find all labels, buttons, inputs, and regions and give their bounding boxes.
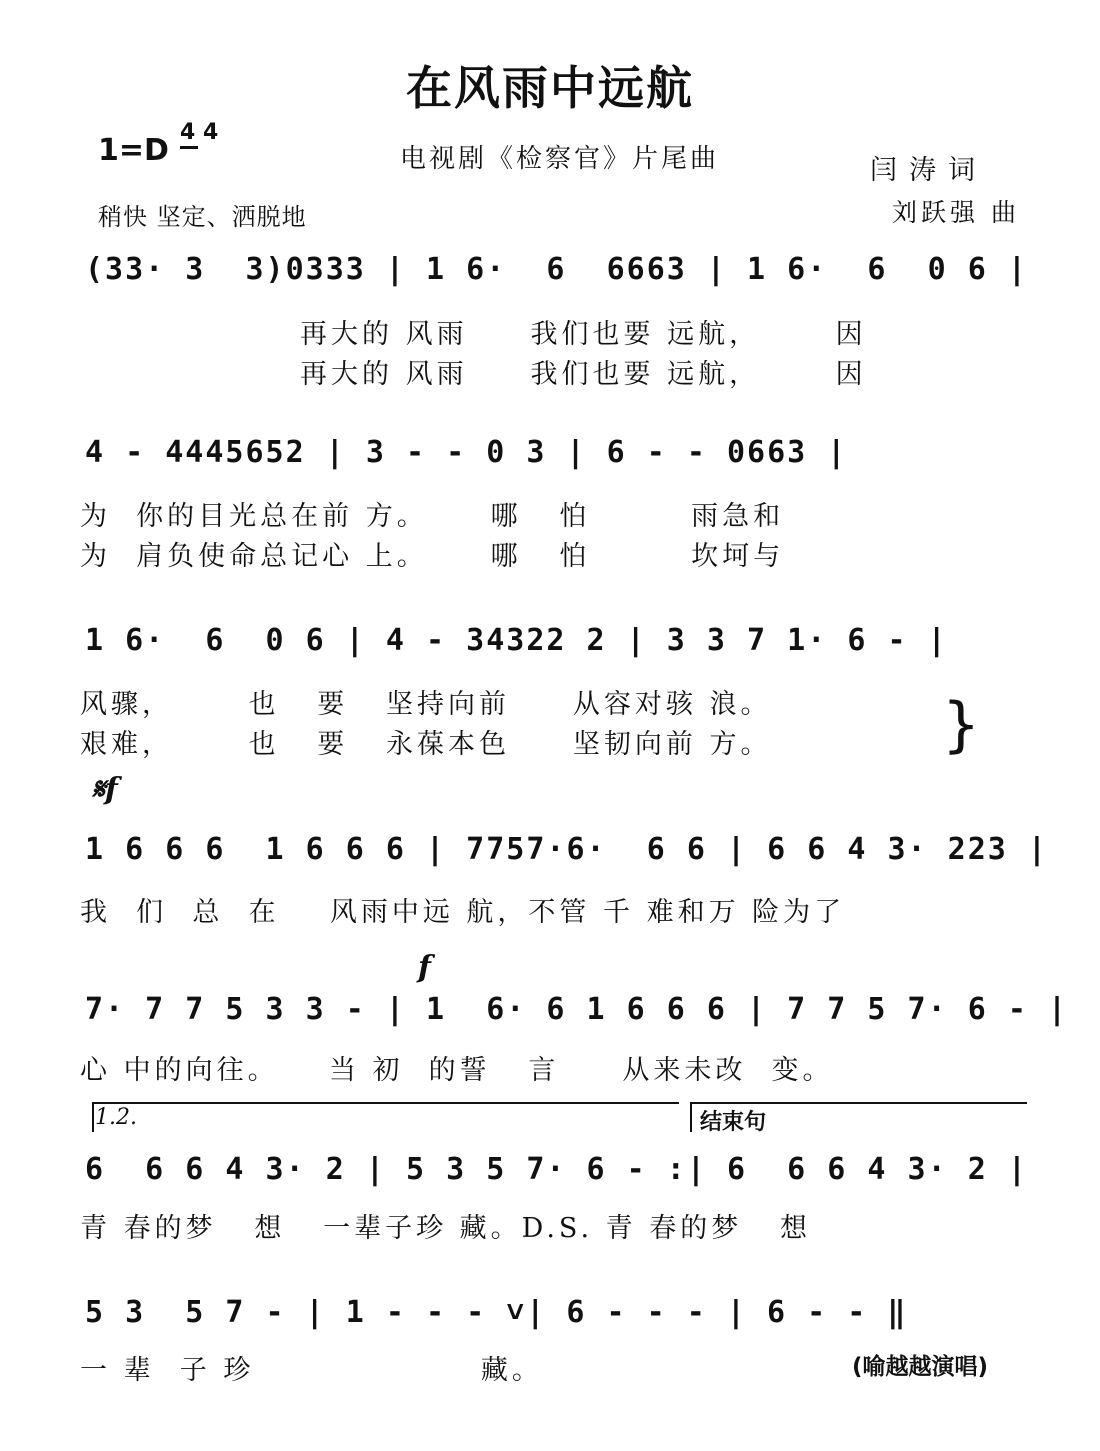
notation-line-3: 1 6· 6 0 6 | 4 - 34322 2 | 3 3 7 1· 6 - |: [85, 623, 948, 658]
ending-label: 结束句: [700, 1110, 767, 1135]
segno-forte-marking: 𝄋f: [92, 772, 118, 807]
song-title: 在风雨中远航: [406, 61, 694, 115]
notation-line-7: 5 3 5 7 - | 1 - - - ˅| 6 - - - | 6 - - ‖: [85, 1295, 908, 1330]
time-signature-top: 4: [180, 120, 196, 145]
tempo-marking: 稍快 坚定、洒脱地: [98, 203, 307, 231]
time-signature-bottom: 4: [202, 120, 219, 145]
lyric-line-2a: 为 你的目光总在前 方。 哪 怕 雨急和: [80, 501, 785, 532]
volta-bracket: [92, 1102, 679, 1132]
lyricist-credit: 闫涛词: [870, 155, 987, 186]
notation-line-6: 6 6 6 4 3· 2 | 5 3 5 7· 6 - :| 6 6 6 4 3· 2 |: [85, 1152, 1028, 1187]
lyric-line-4: 我 们 总 在 风雨中远 航，不管 千 难和万 险为了: [80, 897, 846, 928]
forte-marking: f: [418, 950, 431, 985]
key-signature: 1=D: [98, 133, 169, 168]
performer-credit: (喻越越演唱): [852, 1354, 989, 1380]
lyric-line-6: 青 春的梦 想 一辈子珍 藏。D.S. 青 春的梦 想: [80, 1213, 811, 1244]
volta-label: 1.2.: [95, 1105, 137, 1130]
lyric-line-5: 心 中的向往。 当 初 的誓 言 从来未改 变。: [80, 1055, 834, 1086]
lyric-line-3b: 艰难， 也 要 永葆本色 坚韧向前 方。: [80, 729, 772, 760]
lyric-line-2b: 为 肩负使命总记心 上。 哪 怕 坎坷与: [80, 541, 785, 572]
composer-credit: 刘跃强 曲: [892, 198, 1020, 227]
notation-line-2: 4 - 4445652 | 3 - - 0 3 | 6 - - 0663 |: [85, 435, 848, 470]
lyric-line-1b: 再大的 风雨 我们也要 远航， 因: [300, 359, 867, 390]
lyric-line-3a: 风骤， 也 要 坚持向前 从容对骇 浪。: [80, 689, 772, 720]
lyric-line-7: 一 辈 子 珍 藏。: [80, 1355, 543, 1386]
time-signature: [180, 122, 218, 144]
lyric-line-1a: 再大的 风雨 我们也要 远航， 因: [300, 319, 867, 350]
verse-bracket: }: [942, 690, 981, 760]
subtitle: 电视剧《检察官》片尾曲: [400, 144, 720, 174]
notation-line-1: (33· 3 3)0333 | 1 6· 6 6663 | 1 6· 6 0 6 |: [85, 252, 1028, 287]
notation-line-4: 1 6 6 6 1 6 6 6 | 7757·6· 6 6 | 6 6 4 3· 223 |: [85, 832, 1048, 867]
notation-line-5: 7· 7 7 5 3 3 - | 1 6· 6 1 6 6 6 | 7 7 5 7· 6 - |: [85, 992, 1069, 1027]
